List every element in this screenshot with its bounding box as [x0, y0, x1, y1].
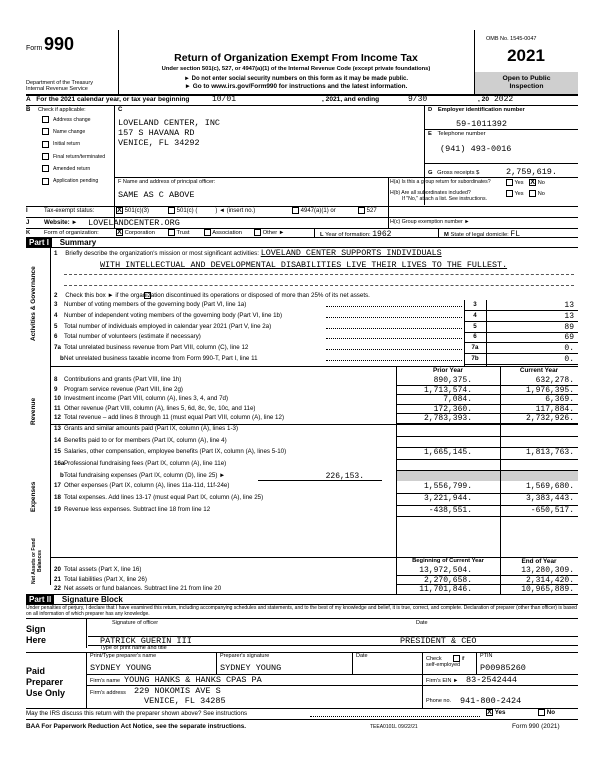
- org-street: 157 S HAVANA RD: [118, 128, 195, 138]
- prior-value: 2,270,658.: [423, 575, 472, 585]
- line-text: Total number of individuals employed in calendar year 2021 (Part V, line 2a): [64, 322, 272, 330]
- line-text: Investment income (Part VIII, column (A), lines 3, 4, and 7d): [64, 395, 229, 403]
- preparer-date-label: Date: [356, 653, 368, 659]
- line-text: Total assets (Part X, line 16): [64, 566, 142, 573]
- instruction-2: ► Go to www.irs.gov/Form990 for instructions and the latest information.: [184, 83, 408, 90]
- section-b-item[interactable]: [42, 128, 85, 135]
- line-hb: [390, 190, 487, 202]
- prior-value: 1,713,574.: [423, 385, 472, 395]
- tax-year-end-year[interactable]: 2022: [494, 95, 514, 104]
- current-value: 6,369.: [545, 395, 574, 405]
- line-j: [26, 218, 180, 228]
- line-ha: [390, 179, 491, 185]
- line-2-checkbox[interactable]: [144, 292, 151, 299]
- line-2-text: Check this box ► if the organization discontinued its operations or disposed of more than 25% of its net assets.: [65, 292, 370, 299]
- section-e-title: Telephone number: [437, 131, 486, 137]
- section-b-item-label: Address change: [53, 116, 91, 123]
- prior-value: -438,551.: [428, 505, 472, 515]
- instruction-1: ► Do not enter social security numbers on this form as it may be made public.: [184, 76, 408, 82]
- line-l-title: Year of formation:: [325, 232, 371, 238]
- part1-header: [26, 238, 96, 247]
- line-value: 13: [564, 311, 574, 321]
- org-association-checkbox[interactable]: [204, 229, 211, 236]
- line-num: 10: [54, 395, 61, 403]
- org-association[interactable]: [204, 229, 242, 236]
- line-num: 16a: [54, 459, 65, 467]
- prior-value: 13,972,504.: [419, 566, 472, 575]
- status-501c3-label: 501(c)(3): [124, 208, 150, 215]
- title-block: [118, 52, 474, 90]
- line-text: Number of voting members of the governing body (Part VI, line 1a): [64, 301, 247, 308]
- status-501c-label: 501(c) (: [176, 208, 198, 215]
- line-k-label: K: [26, 230, 31, 236]
- org-city: VENICE, FL 34292: [118, 138, 200, 148]
- discuss-yes[interactable]: [486, 709, 505, 716]
- section-b-item[interactable]: [42, 141, 80, 148]
- line-box-num: 7a: [471, 344, 479, 352]
- line-text: Other expenses (Part IX, column (A), lines 11a-11d, 11f-24e): [64, 482, 230, 489]
- status-501c3[interactable]: [116, 207, 149, 214]
- gross-receipts: 2,759,619.: [506, 167, 558, 177]
- line-box-num: 5: [473, 322, 477, 330]
- hb-no-label: No: [537, 190, 545, 197]
- open-public-box: [475, 72, 578, 94]
- side-net-assets: Net Assets or Fund Balances: [31, 538, 43, 584]
- form-title: Return of Organization Exempt From Income Tax: [174, 52, 418, 64]
- prior-value: 1,665,145.: [423, 448, 472, 457]
- header-prior-year: Prior Year: [432, 367, 464, 374]
- line-i-title: Tax-exempt status:: [44, 208, 95, 214]
- part2-title: Signature Block: [61, 595, 123, 604]
- firm-address-label: Firm's address: [90, 690, 126, 696]
- prior-value: 11,701,846.: [419, 585, 472, 595]
- phone-value: (941) 493-0016: [440, 144, 512, 154]
- line-text: Benefits paid to or for members (Part IX, column (A), line 4): [64, 436, 227, 444]
- line-box-num: 6: [473, 333, 477, 341]
- line-18: [26, 494, 578, 504]
- line-13: [26, 425, 578, 435]
- line-text: Contributions and grants (Part VIII, line 1h): [64, 376, 182, 383]
- firm-phone-label: Phone no.: [426, 698, 452, 704]
- section-b-title: Check if applicable:: [38, 107, 86, 113]
- org-corporation[interactable]: [116, 229, 155, 236]
- sign-label: Sign: [26, 624, 46, 634]
- tax-year-end[interactable]: 9/30: [408, 95, 428, 104]
- prior-value: 172,360.: [433, 404, 472, 414]
- preparer-label: Preparer: [26, 677, 64, 687]
- line-text: Total liabilities (Part X, line 26): [64, 575, 147, 583]
- section-g-label: G: [428, 170, 433, 176]
- current-value: 10,965,889.: [521, 585, 574, 595]
- tax-year-begin[interactable]: 10/01: [212, 95, 237, 104]
- line-16b-value: 226,153.: [325, 472, 364, 481]
- website-value[interactable]: LOVELANDCENTER.ORG: [88, 218, 180, 228]
- line-num: 19: [54, 505, 61, 513]
- line-a-comma: , 20: [478, 96, 489, 103]
- discuss-yes-checkbox[interactable]: X: [487, 709, 492, 716]
- preparer-sig-label: Preparer's signature: [220, 653, 270, 659]
- firm-address: [134, 686, 226, 706]
- section-b-item-label: Name change: [53, 129, 86, 136]
- open-public-text: Open to Public: [502, 75, 551, 82]
- line-text: Net assets or fund balances. Subtract line 21 from line 20: [64, 585, 222, 593]
- line-text: Net unrelated business taxable income from Form 990-T, Part I, line 11: [64, 355, 258, 362]
- prior-value: 2,783,393.: [423, 414, 472, 424]
- irs-text: Internal Revenue Service: [26, 86, 88, 92]
- prior-value: 890,375.: [433, 376, 472, 385]
- hb-yes-checkbox[interactable]: [506, 190, 513, 197]
- line-text: Number of independent voting members of the governing body (Part VI, line 1b): [64, 311, 283, 319]
- dept-text: Department of the Treasury: [26, 80, 93, 86]
- line-text: Total unrelated business revenue from Part VIII, column (C), line 12: [64, 344, 249, 352]
- line-box-num: 4: [473, 311, 477, 319]
- ha-no-checkbox[interactable]: X: [530, 179, 535, 186]
- section-b-checkbox[interactable]: [42, 141, 49, 148]
- line-a: [26, 96, 578, 103]
- side-revenue: Revenue: [30, 397, 37, 425]
- self-employed-checkbox[interactable]: [453, 655, 460, 662]
- officer-label: F Name and address of principal officer:: [118, 179, 216, 185]
- section-g-title: Gross receipts $: [437, 170, 480, 176]
- section-b-item[interactable]: [42, 165, 90, 172]
- line-text: Program service revenue (Part VIII, line 2g): [64, 385, 183, 393]
- line-num: 15: [54, 448, 61, 455]
- officer-signature-label: Signature of officer: [112, 620, 159, 626]
- line-i-label: I: [26, 208, 28, 214]
- header-eoy: End of Year: [521, 558, 557, 565]
- part1-tag: Part I: [26, 238, 52, 247]
- firm-phone: 941-800-2424: [460, 696, 522, 706]
- form-number: 990: [44, 34, 75, 54]
- section-b-item[interactable]: [42, 178, 98, 185]
- side-expenses: Expenses: [30, 481, 37, 513]
- side-activities: Activities & Governance: [30, 266, 37, 342]
- line-num: 9: [54, 385, 58, 393]
- discuss-no-label: No: [546, 709, 555, 717]
- status-501c-checkbox[interactable]: [168, 207, 175, 214]
- header-current-year: Current Year: [519, 367, 559, 374]
- line-j-label: J: [26, 219, 30, 226]
- hb-answers: [506, 190, 545, 197]
- current-value: 3,383,443.: [525, 493, 574, 503]
- domicile-state: FL: [510, 230, 521, 239]
- line-a-mid: , 2021, and ending: [322, 96, 380, 103]
- firm-name-label: Firm's name: [90, 678, 121, 684]
- org-trust-checkbox[interactable]: [168, 229, 175, 236]
- form-number-block: [26, 34, 74, 55]
- discuss-text: May the IRS discuss this return with the preparer shown above? See instructions: [26, 710, 248, 717]
- officer-date-label: Date: [416, 620, 428, 626]
- section-d-label: D: [428, 107, 433, 113]
- mission-line-2: WITH INTELLECTUAL AND DEVELOPMENTAL DISABILITIES LIVE THEIR LIVES TO THE FULLEST.: [100, 260, 508, 270]
- current-value: 2,732,926.: [525, 414, 574, 424]
- line-num: 8: [54, 376, 58, 383]
- line-ha-text: H(a) Is this a group return for subordinates?: [390, 179, 491, 185]
- section-b: [26, 107, 86, 113]
- prior-value: 7,084.: [443, 395, 472, 405]
- preparer-name: SYDNEY YOUNG: [90, 663, 152, 673]
- line-box-num: 7b: [471, 355, 479, 362]
- line-num: 3: [54, 301, 58, 308]
- line-text: Total expenses. Add lines 13-17 (must equal Part IX, column (A), line 25): [64, 493, 264, 501]
- line-num: 13: [54, 425, 61, 432]
- firm-ein: 83-2542444: [466, 675, 518, 685]
- officer-name: PATRICK GUERIN III: [100, 636, 192, 646]
- line-value: 0.: [564, 344, 574, 354]
- line-num: 12: [54, 414, 61, 422]
- current-value: 1,976,395.: [525, 385, 574, 395]
- current-value: -650,517.: [530, 505, 574, 515]
- current-value: 2,314,420.: [525, 575, 574, 585]
- org-address-block: [118, 118, 220, 148]
- current-value: 1,569,680.: [525, 482, 574, 491]
- discuss-no-checkbox[interactable]: [538, 709, 545, 716]
- form-subtitle: Under section 501(c), 527, or 4947(a)(1) of the Internal Revenue Code (except private foundations): [161, 66, 431, 72]
- line-value: 13: [564, 301, 574, 310]
- perjury-statement: Under penalties of perjury, I declare that I have examined this return, including accompanying schedules and statements, and to the best of my knowledge and belief, it is true, correct, and complete. Declaration of preparer (other than officer) is based on all information of which preparer has any knowledge.: [26, 605, 577, 617]
- section-b-label: B: [26, 107, 31, 113]
- part2-header: [26, 595, 123, 604]
- status-527-label: 527: [366, 208, 377, 215]
- status-501c[interactable]: [168, 207, 255, 214]
- firm-name: YOUNG HANKS & HANKS CPAS PA: [124, 675, 262, 685]
- dot-leader: [326, 328, 462, 329]
- ha-answers: [506, 179, 545, 186]
- paid-preparer-block: [26, 666, 65, 699]
- line-a-text: For the 2021 calendar year, or tax year beginning: [36, 96, 190, 103]
- here-label: Here: [26, 635, 47, 645]
- org-trust[interactable]: [168, 229, 190, 236]
- line-value: 69: [564, 333, 574, 343]
- line-num: 20: [54, 566, 61, 573]
- baa-notice: BAA For Paperwork Reduction Act Notice, see the separate instructions.: [26, 723, 247, 730]
- section-d-title: Employer identification number: [437, 107, 525, 113]
- line-hb-note: If "No," attach a list. See instructions.: [402, 196, 487, 202]
- line-m-title: State of legal domicile:: [450, 232, 509, 238]
- part2-tag: Part II: [26, 595, 54, 604]
- ptin-label: PTIN: [480, 653, 493, 659]
- use-only-label: Use Only: [26, 688, 66, 698]
- inspection-text: Inspection: [509, 83, 544, 90]
- part1-title: Summary: [59, 238, 97, 247]
- discuss-row: [26, 710, 578, 717]
- ha-no-label: No: [537, 179, 545, 186]
- sign-here-block: [26, 624, 46, 646]
- ha-yes-checkbox[interactable]: [506, 179, 513, 186]
- line-i: [26, 208, 388, 214]
- current-value: 1,813,763.: [525, 448, 574, 457]
- form-code: TEEA0101L 09/22/21: [370, 724, 418, 730]
- line-1-text: Briefly describe the organization's mission or most significant activities:: [65, 250, 259, 257]
- section-b-item-label: Application pending: [53, 178, 99, 185]
- ha-yes-label: Yes: [514, 179, 524, 186]
- section-b-checkbox[interactable]: [42, 165, 49, 172]
- mission-blank-line-1: [64, 274, 574, 275]
- section-b-item-label: Initial return: [53, 141, 81, 148]
- section-b-item[interactable]: [42, 153, 105, 160]
- firm-address-2: VENICE, FL 34285: [144, 696, 226, 706]
- org-trust-label: Trust: [176, 230, 190, 237]
- org-association-label: Association: [212, 230, 242, 237]
- officer-title: PRESIDENT & CEO: [400, 636, 477, 646]
- line-hc: H(c) Group exemption number ►: [390, 219, 470, 225]
- line-num: 7a: [54, 344, 61, 352]
- current-value: 632,278.: [535, 376, 574, 385]
- dot-leader: [326, 306, 462, 307]
- section-b-checkbox[interactable]: [42, 128, 49, 135]
- firm-ein-label: Firm's EIN ►: [426, 678, 459, 684]
- status-4947[interactable]: [292, 207, 336, 214]
- self-employed-label: self-employed: [426, 662, 461, 668]
- section-b-checkbox[interactable]: [42, 153, 49, 160]
- discuss-no[interactable]: [538, 709, 555, 716]
- ein-value: 59-1011392: [456, 119, 508, 129]
- section-d: [428, 107, 525, 113]
- section-c-label: C: [118, 107, 123, 113]
- discuss-yes-label: Yes: [494, 709, 506, 717]
- org-other-checkbox[interactable]: [254, 229, 261, 236]
- line-a-label: A: [26, 96, 31, 103]
- line-num: 17: [54, 482, 61, 489]
- line-16b-text: Total fundraising expenses (Part IX, column (D), line 25) ►: [64, 472, 226, 479]
- status-527[interactable]: [358, 207, 377, 214]
- preparer-signature: SYDNEY YOUNG: [220, 663, 282, 673]
- line-value: 0.: [564, 355, 574, 364]
- line-16a: [26, 460, 578, 470]
- check-label: Check: [426, 655, 442, 662]
- line-17: [26, 482, 578, 492]
- form-footer-name: Form 990 (2021): [512, 723, 560, 730]
- org-name: LOVELAND CENTER, INC: [118, 118, 221, 128]
- org-other-label: Other ►: [262, 230, 285, 237]
- line-num: 6: [54, 333, 58, 341]
- line-value: 89: [564, 322, 574, 332]
- self-employed-block: [426, 655, 464, 668]
- line-num: 14: [54, 436, 61, 444]
- line-num: 21: [54, 575, 61, 583]
- status-501c-insert: ) ◄ (insert no.): [215, 208, 256, 215]
- prior-value: 1,556,799.: [423, 482, 472, 491]
- if-label: if: [461, 655, 465, 662]
- status-501c3-checkbox[interactable]: X: [117, 207, 122, 214]
- section-e-label: E: [428, 131, 432, 137]
- section-b-checkbox[interactable]: [42, 178, 49, 185]
- status-4947-label: 4947(a)(1) or: [300, 208, 336, 215]
- ptin-value: P00985260: [480, 663, 526, 673]
- section-b-item[interactable]: [42, 116, 91, 123]
- line-text: Other revenue (Part VIII, column (A), lines 5, 6d, 8c, 9c, 10c, and 11e): [64, 404, 256, 412]
- line-19: [26, 506, 578, 516]
- line-num: 18: [54, 493, 61, 501]
- line-16b-num: b: [60, 472, 64, 479]
- line-text: Grants and similar amounts paid (Part IX, column (A), lines 1-3): [64, 425, 239, 432]
- tax-year: 2021: [507, 46, 545, 65]
- form-label: Form: [26, 45, 43, 52]
- line-num: 22: [54, 585, 61, 593]
- line-k-title: Form of organization:: [44, 230, 99, 236]
- dot-leader: [326, 349, 462, 350]
- firm-address-1: 229 NOKOMIS AVE S: [134, 686, 221, 696]
- header-boy: Beginning of Current Year: [412, 558, 484, 564]
- line-m-label: M: [444, 232, 449, 238]
- line-1: [54, 248, 442, 258]
- line-j-title: Website: ►: [44, 219, 78, 226]
- mission-blank-line-2: [64, 285, 574, 286]
- section-g: [428, 170, 479, 176]
- dot-leader: [326, 317, 462, 318]
- line-num: b: [60, 355, 64, 362]
- hb-yes-label: Yes: [514, 190, 524, 197]
- type-name-label: Type or print name and title: [100, 645, 167, 651]
- line-num: 5: [54, 322, 58, 330]
- org-corporation-label: Corporation: [124, 230, 155, 237]
- line-l-label: L: [320, 232, 324, 238]
- dept-block: [26, 80, 93, 92]
- line-text: Professional fundraising fees (Part IX, column (A), line 11e): [64, 459, 227, 467]
- line-14: [26, 437, 578, 447]
- dot-leader: [326, 338, 462, 339]
- line-1-num: 1: [54, 250, 58, 257]
- hb-no-checkbox[interactable]: [529, 190, 536, 197]
- section-e: [428, 131, 486, 137]
- dot-leader: [326, 360, 462, 361]
- line-text: Total number of volunteers (estimate if necessary): [64, 333, 201, 341]
- current-value: 117,884.: [535, 404, 574, 414]
- status-527-checkbox[interactable]: [358, 207, 365, 214]
- line-box-num: 3: [473, 301, 477, 308]
- section-b-item-label: Final return/terminated: [53, 153, 106, 160]
- line-text: Revenue less expenses. Subtract line 18 from line 12: [64, 505, 211, 513]
- formation-year: 1962: [372, 230, 392, 239]
- section-b-checkbox[interactable]: [42, 116, 49, 123]
- org-other[interactable]: [254, 229, 284, 236]
- omb-number: OMB No. 1545-0047: [486, 36, 537, 42]
- org-corporation-checkbox[interactable]: X: [117, 229, 122, 236]
- line-text: Salaries, other compensation, employee benefits (Part IX, column (A), lines 5-10): [64, 448, 287, 455]
- officer-address: SAME AS C ABOVE: [118, 190, 195, 200]
- current-value: 13,280,309.: [521, 566, 574, 575]
- line-hb-text: H(b) Are all subordinates included?: [390, 190, 471, 196]
- paid-label: Paid: [26, 666, 46, 676]
- prior-value: 3,221,944.: [423, 493, 472, 503]
- preparer-name-label: Print/Type preparer's name: [90, 653, 157, 659]
- line-2: 2 Check this box ► if the organization discontinued its operations or disposed of more than 25% of its net assets.: [54, 292, 370, 299]
- line-num: 4: [54, 311, 58, 319]
- mission-line-1: LOVELAND CENTER SUPPORTS INDIVIDUALS: [260, 248, 442, 258]
- line-text: Total revenue – add lines 8 through 11 (must equal Part VIII, column (A), line 12): [64, 414, 285, 422]
- line-num: 11: [54, 404, 61, 412]
- form-990-page: [26, 30, 578, 766]
- section-b-item-label: Amended return: [53, 166, 91, 173]
- line-15: [26, 448, 578, 458]
- status-4947-checkbox[interactable]: [292, 207, 299, 214]
- line-k: [26, 229, 578, 239]
